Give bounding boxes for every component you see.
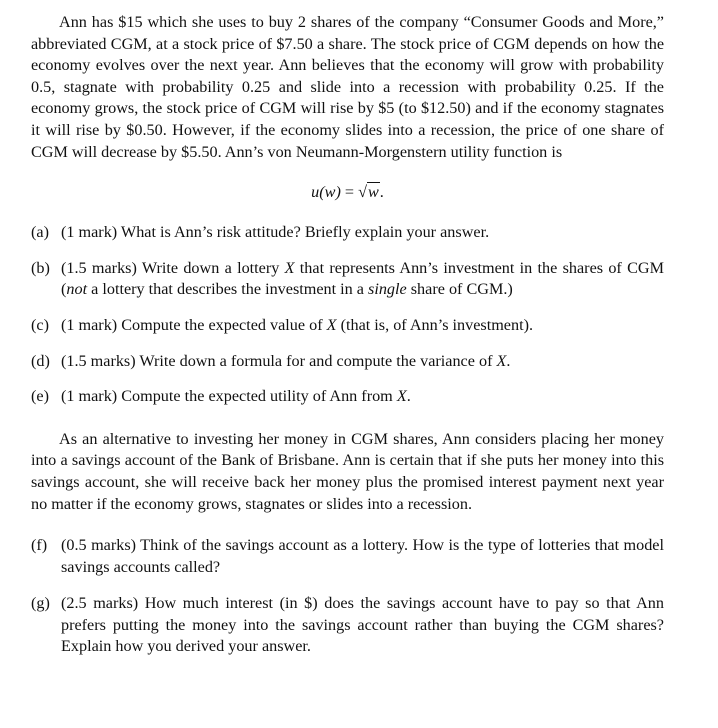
question-label: (g) (31, 594, 50, 613)
question-label: (f) (31, 536, 48, 555)
math-variable: X (396, 387, 407, 406)
text-segment: a lottery that describes the investment in a (87, 280, 369, 299)
question-text: (1 mark) What is Ann’s risk attitude? Briefly explain your answer. (61, 223, 490, 242)
question-e (31, 386, 664, 408)
question-text: (2.5 marks) How much interest (in $) does the savings account have to pay so that Ann prefers putting the money into the savings account rather than buying the CGM shares? Explain how you derived your answer. (61, 594, 664, 656)
math-variable: X (496, 351, 507, 370)
intro-paragraph: Ann has $15 which she uses to buy 2 shares of the company “Consumer Goods and More,” abbreviated CGM, at a stock price of $7.50 a share. The stock price of CGM depends on how the economy evolves over the next year. Ann believes that the economy will grow with probability 0.5, stagnate with probability 0.25 and slide into a recession with probability 0.25. If the economy grows, the stock price of CGM will rise by $5 (to $12.50) and if the economy stagnates it will rise by $0.50. However, if the economy slides into a recession, the price of one share of CGM will decrease by $5.50. Ann’s von Neumann-Morgenstern utility function is (31, 13, 664, 161)
text-segment: . (406, 387, 411, 406)
question-label: (e) (31, 387, 49, 406)
text-segment: (1.5 marks) Write down a formula for and compute the variance of (61, 351, 497, 370)
utility-equation (31, 181, 664, 203)
text-segment: . (506, 351, 511, 370)
text-segment: (1 mark) Compute the expected value of (61, 315, 327, 334)
math-variable: X (284, 258, 295, 277)
question-text (61, 259, 664, 299)
question-text (61, 352, 510, 370)
emphasis: not (66, 280, 88, 299)
question-label: (a) (31, 223, 49, 242)
question-text: (0.5 marks) Think of the savings account as a lottery. How is the type of lotteries that model savings accounts called? (61, 536, 664, 576)
text-segment: share of CGM.) (406, 280, 513, 299)
question-label: (c) (31, 315, 49, 334)
question-text (61, 387, 411, 405)
text-segment: (1 mark) Compute the expected utility of Ann from (61, 387, 397, 406)
alternative-paragraph: As an alternative to investing her money in CGM shares, Ann considers placing her money into a savings account of the Bank of Brisbane. Ann is certain that if she puts her money into this savings account, she will receive back her money plus the promised interest payment next year no matter if the economy grows, stagnates or slides into a recession. (31, 429, 664, 513)
question-c (31, 315, 664, 337)
question-d (31, 351, 664, 373)
radical-sign: √ (358, 183, 367, 202)
question-g (31, 593, 664, 658)
text-segment: that represents Ann’s investment in the shares of CGM ( (61, 258, 664, 299)
radical-argument: w (367, 183, 379, 202)
text-segment: (that is, of Ann’s investment). (336, 315, 534, 334)
question-b (31, 258, 664, 301)
question-f (31, 535, 664, 578)
question-label: (d) (31, 351, 50, 370)
question-text (61, 316, 533, 334)
math-variable: X (326, 315, 337, 334)
question-a (31, 222, 664, 244)
emphasis: single (368, 280, 407, 299)
equation-lhs: u(w) (311, 183, 341, 202)
sqrt-expression (358, 181, 380, 203)
question-label: (b) (31, 258, 50, 277)
text-segment: (1.5 marks) Write down a lottery (61, 258, 285, 277)
equation-period: . (379, 183, 384, 202)
equation-equals: = (344, 183, 355, 202)
